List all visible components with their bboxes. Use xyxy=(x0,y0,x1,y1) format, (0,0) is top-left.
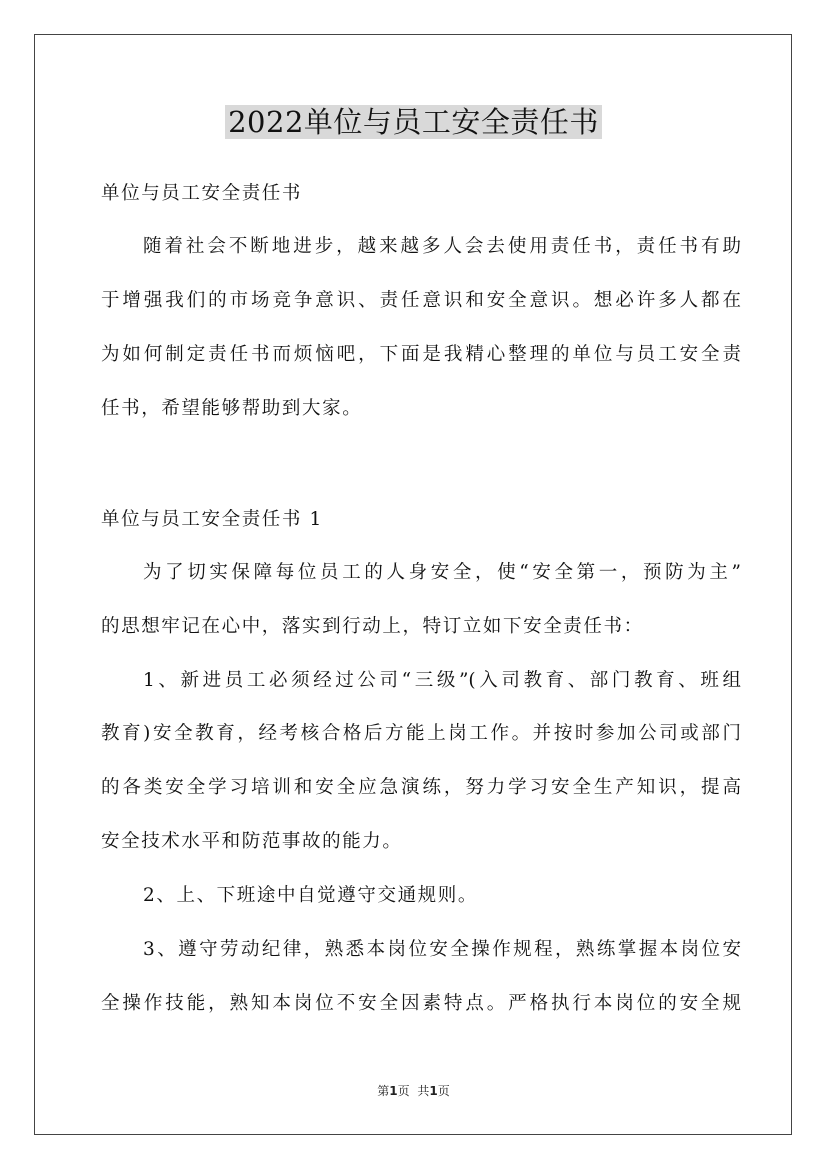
body-line: 的思想牢记在心中，落实到行动上，特订立如下安全责任书： xyxy=(101,616,644,637)
body-line: 3、遵守劳动纪律，熟悉本岗位安全操作规程，熟练掌握本岗位安 xyxy=(143,939,741,960)
page-suffix: 页 xyxy=(397,1084,410,1098)
body-line: 2、上、下班途中自觉遵守交通规则。 xyxy=(143,885,478,906)
page-footer xyxy=(0,1083,827,1099)
intro-line: 于增强我们的市场竞争意识、责任意识和安全意识。想必许多人都在 xyxy=(101,290,741,311)
total-pages: 1 xyxy=(429,1084,438,1098)
body-line: 教育)安全教育，经考核合格后方能上岗工作。并按时参加公司或部门 xyxy=(101,723,741,744)
body-line: 的各类安全学习培训和安全应急演练，努力学习安全生产知识，提高 xyxy=(101,777,741,798)
page-prefix: 第 xyxy=(377,1084,390,1098)
document-subtitle: 单位与员工安全责任书 xyxy=(101,183,303,204)
intro-line: 随着社会不断地进步，越来越多人会去使用责任书，责任书有助 xyxy=(143,236,741,257)
document-title: 2022单位与员工安全责任书 xyxy=(0,102,827,142)
intro-line: 为如何制定责任书而烦恼吧，下面是我精心整理的单位与员工安全责 xyxy=(101,344,741,365)
section-heading: 单位与员工安全责任书 1 xyxy=(101,509,323,530)
body-line: 1、新进员工必须经过公司“三级”(入司教育、部门教育、班组 xyxy=(143,670,741,691)
page-number: 1 xyxy=(389,1084,398,1098)
total-suffix: 页 xyxy=(437,1084,450,1098)
intro-line: 任书，希望能够帮助到大家。 xyxy=(101,398,363,419)
body-line: 安全技术水平和防范事故的能力。 xyxy=(101,831,403,852)
body-line: 为了切实保障每位员工的人身安全，使“安全第一，预防为主” xyxy=(143,562,741,583)
total-prefix: 共 xyxy=(417,1084,430,1098)
body-line: 全操作技能，熟知本岗位不安全因素特点。严格执行本岗位的安全规 xyxy=(101,993,741,1014)
